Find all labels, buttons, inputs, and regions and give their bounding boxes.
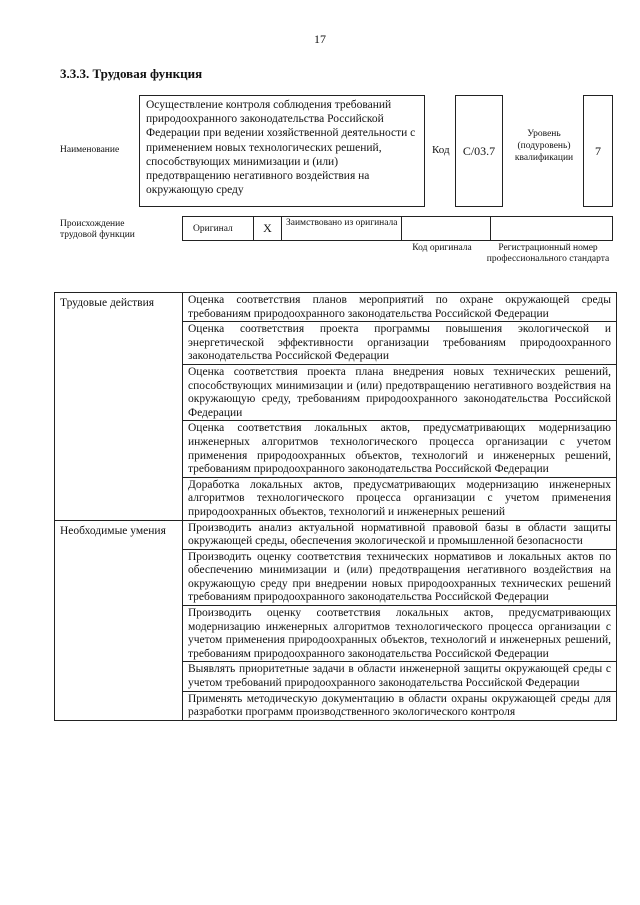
code-value-box: C/03.7 [455,95,503,207]
table-row [55,293,617,322]
origin-reg-cell [491,217,612,240]
page-number: 17 [314,32,326,46]
requirement-text: Оценка соответствия планов мероприятий по охране окружающей среды требованиям природоохранного законодательства Российской Федерации [183,293,617,322]
section-title: 3.3.3. Трудовая функция [60,66,203,81]
table-row [55,520,617,549]
origin-code-cell [402,217,491,240]
function-name-box: Осуществление контроля соблюдения требований природоохранного законодательства Российской Федерации при ведении хозяйственной деятельности с применением новых технологических решений, способствующих минимизации и (или) предотвращению негативного воздействия на окружающую среду [139,95,425,207]
requirement-text: Оценка соответствия локальных актов, предусматривающих модернизацию инженерных алгоритмов технологического процесса организации с учетом применения природоохранных объектов, технологий и инженерных решений, требованиям природоохранного законодательства Российской Федерации [183,421,617,477]
requirement-text: Оценка соответствия проекта плана внедрения новых технических решений, способствующих минимизации и (или) предотвращению негативного воздействия на окружающую среду, требованиям природоохранного законодательства Российской Федерации [183,364,617,420]
origin-borrowed-cell: Заимствовано из оригинала [282,217,402,240]
origin-row [182,216,613,241]
origin-label: Происхождение трудовой функции [60,219,135,240]
section-category: Трудовые действия [55,293,183,521]
origin-mark-cell: X [254,217,282,240]
level-label: Уровень (подуровень) квалификации [514,129,574,163]
section-category: Необходимые умения [55,520,183,720]
origin-original-cell: Оригинал [183,217,254,240]
requirement-text: Доработка локальных актов, предусматривающих модернизацию инженерных алгоритмов технологического процесса организации с учетом применения природоохранных объектов, технологий и инженерных решений [183,477,617,520]
requirement-text: Оценка соответствия проекта программы повышения экологической и энергетической эффективности организации требованиям природоохранного законодательства Российской Федерации [183,322,617,365]
requirement-text: Выявлять приоритетные задачи в области инженерной защиты окружающей среды с учетом требований природоохранного законодательства Российской Федерации [183,662,617,691]
level-value-box: 7 [583,95,613,207]
requirement-text: Производить анализ актуальной нормативной правовой базы в области защиты окружающей среды, обеспечения экологической и промышленной безопасности [183,520,617,549]
origin-reg-caption: Регистрационный номер профессионального стандарта [486,243,610,264]
origin-code-caption: Код оригинала [412,243,472,253]
name-label: Наименование [60,145,120,155]
code-label: Код [432,144,450,156]
requirement-text: Производить оценку соответствия локальных актов, предусматривающих модернизацию инженерных алгоритмов технологического процесса организации с учетом применения природоохранных объектов, технологий и инженерных решений, требованиям природоохранного законодательства Российской Федерации [183,606,617,662]
requirement-text: Применять методическую документацию в области охраны окружающей среды для разработки программ производственного экологического контроля [183,691,617,720]
requirements-table [54,292,617,721]
requirement-text: Производить оценку соответствия технических нормативов и локальных актов по обеспечению минимизации и (или) предотвращения негативного воздействия на окружающую среду при внедрении новых природоохранных технических решений требованиям природоохранного законодательства Российской Федерации [183,549,617,605]
